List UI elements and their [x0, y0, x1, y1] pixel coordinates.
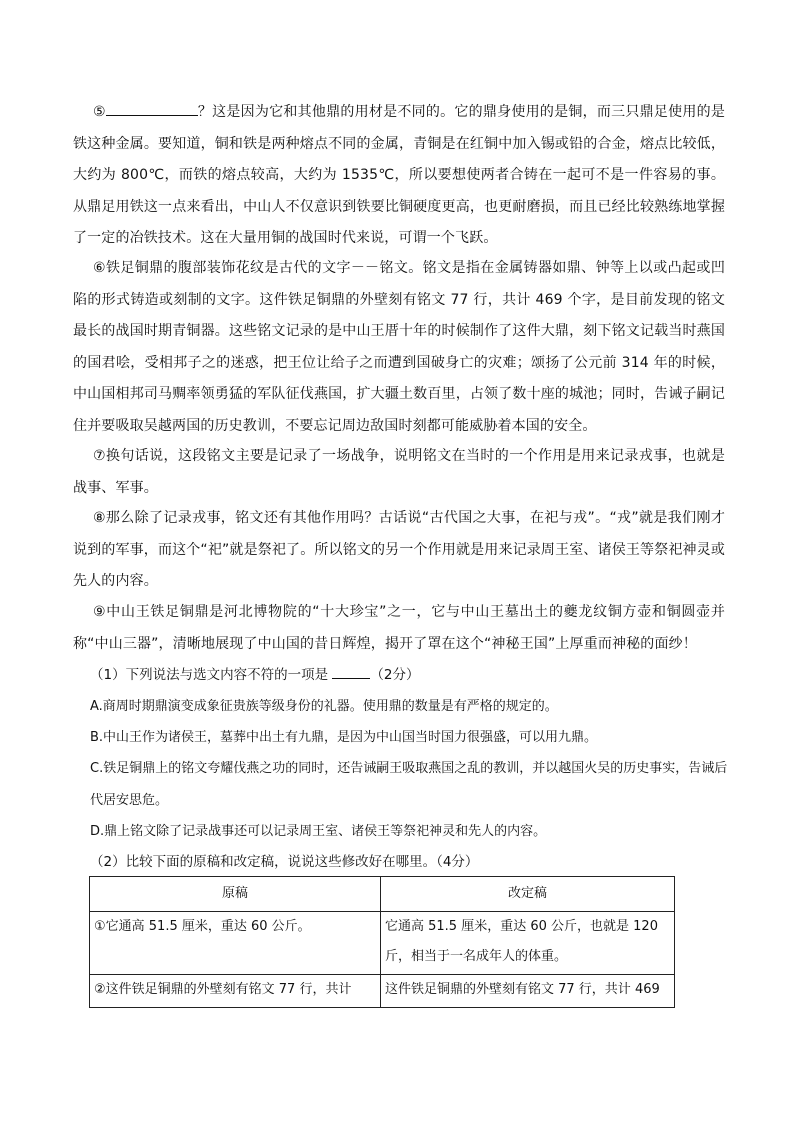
row1-revised: 它通高 51.5 厘米，重达 60 公斤，也就是 120 斤，相当于一名成年人的体重。: [381, 912, 675, 975]
header-original: 原稿: [90, 877, 381, 912]
paragraph-9: ⑨中山王铁足铜鼎是河北博物院的“十大珍宝”之一，它与中山王墓出土的夔龙纹铜方壶和铜圆壶并称“中山三器”，清晰地展现了中山国的昔日辉煌，揭开了罩在这个“神秘王国”上厚重而神秘的面纱！: [73, 604, 725, 652]
paragraph-8: ⑧那么除了记录戎事，铭文还有其他作用吗？古话说“古代国之大事，在祀与戎”。“戎”就是我们刚才说到的军事，而这个“祀”就是祭祀了。所以铭文的另一个作用就是用来记录周王室、诸侯王等祭祀神灵或先人的内容。: [73, 510, 725, 589]
paragraph-5: [73, 97, 725, 255]
header-revised: 改定稿: [381, 877, 675, 912]
question-1-text: （1）下列说法与选文内容不符的一项是: [90, 667, 329, 683]
paragraph-5-text: ？这是因为它和其他鼎的用材是不同的。它的鼎身使用的是铜，而三只鼎足使用的是铁这种金属。要知道，铜和铁是两种熔点不同的金属，青铜是在红铜中加入锡或铅的合金，熔点比较低，大约为 800℃，而铁的熔点较高，大约为 1535℃，所以要想使两者合铸在一起可不是一件容易的事。从鼎足用铁这一点来看出，中山人不仅意识到铁要比铜硬度更高，也更耐磨损，而且已经比较熟练地掌握了一定的冶铁技术。这在大量用铜的战国时代来说，可谓一个飞跃。: [73, 104, 725, 246]
table-row: [90, 912, 675, 975]
comparison-table: [89, 876, 675, 1008]
paragraph-6: ⑥铁足铜鼎的腹部装饰花纹是古代的文字－－铭文。铭文是指在金属铸器如鼎、钟等上以或凸起或凹陷的形式铸造或刻制的文字。这件铁足铜鼎的外壁刻有铭文 77 行，共计 469 个字，是目前发现的铭文最长的战国时期青铜器。这些铭文记录的是中山王厝十年的时候制作了这件大鼎，刻下铭文记载当时燕国的国君哙，受相邦子之的迷惑，把王位让给子之而遭到国破身亡的灾难；颂扬了公元前 314 年的时候，中山国相邦司马赒率领勇猛的军队征伐燕国，扩大疆土数百里，占领了数十座的城池；同时，告诫子嗣记住并要吸取吴越两国的历史教训，不要忘记周边敌国时刻都可能威胁着本国的安全。: [73, 260, 725, 434]
question-2-stem: （2）比较下面的原稿和改定稿，说说这些修改好在哪里。（4分）: [90, 854, 479, 870]
fill-in-blank: [106, 99, 198, 116]
option-c: C.铁足铜鼎上的铭文夸耀伐燕之功的同时，还告诫嗣王吸取燕国之乱的教训，并以越国火吴的历史事实，告诫后代居安思危。: [90, 761, 728, 808]
row2-original: ②这件铁足铜鼎的外壁刻有铭文 77 行，共计: [90, 975, 381, 1008]
paragraph-7: ⑦换句话说，这段铭文主要是记录了一场战争，说明铭文在当时的一个作用是用来记录戎事，也就是战事、军事。: [73, 448, 725, 496]
question-1-stem: [90, 660, 730, 692]
option-a: A.商周时期鼎演变成象征贵族等级身份的礼器。使用鼎的数量是有严格的规定的。: [90, 699, 558, 714]
question-1-score: （2分）: [370, 667, 420, 683]
row1-original: ①它通高 51.5 厘米，重达 60 公斤。: [90, 912, 381, 975]
table-header-row: [90, 877, 675, 912]
table-row: [90, 975, 675, 1008]
option-b: B.中山王作为诸侯王，墓葬中出土有九鼎，是因为中山国当时国力很强盛，可以用九鼎。: [90, 730, 598, 745]
paragraph-5-number: ⑤: [93, 104, 106, 120]
option-d: D.鼎上铭文除了记录战事还可以记录周王室、诸侯王等祭祀神灵和先人的内容。: [90, 824, 547, 839]
answer-blank: [332, 662, 370, 679]
row2-revised: 这件铁足铜鼎的外壁刻有铭文 77 行，共计 469: [381, 975, 675, 1008]
